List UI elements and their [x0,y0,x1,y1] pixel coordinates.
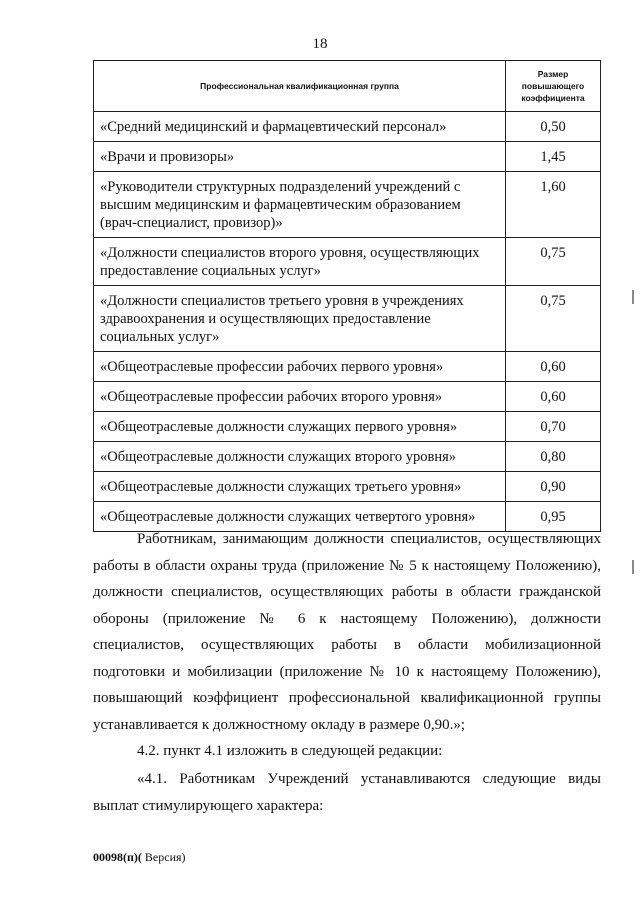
row-group-name: «Должности специалистов второго уровня, осуществляющих предоставление социальных услуг» [94,238,506,286]
row-coefficient: 0,60 [506,382,601,412]
coefficient-table [93,60,601,532]
row-coefficient: 0,95 [506,502,601,532]
scan-edge-mark [632,560,634,574]
header-group: Профессиональная квалификационная группа [94,61,506,112]
row-group-name: «Руководители структурных подразделений учреждений с высшим медицинским и фармацевтическим образованием (врач-специалист, провизор)» [94,172,506,238]
footer-doc-code [93,850,186,865]
row-group-name: «Врачи и провизоры» [94,142,506,172]
row-coefficient: 1,45 [506,142,601,172]
table-row [94,442,601,472]
row-group-name: «Общеотраслевые профессии рабочих второго уровня» [94,382,506,412]
table-row [94,172,601,238]
paragraph-labor-protection: Работникам, занимающим должности специалистов, осуществляющих работы в области охраны труда (приложение № 5 к настоящему Положению), должности специалистов, осуществляющих работы в области гражданской обороны (приложение № 6 к настоящему Положению), должности специалистов, осуществляющих работы в области мобилизационной подготовки и мобилизации (приложение № 10 к настоящему Положению), повышающий коэффициент профессиональной квалификационной группы устанавливается к должностному окладу в размере 0,90.»; [93,531,601,733]
row-group-name: «Общеотраслевые профессии рабочих первого уровня» [94,352,506,382]
table-header-row [94,61,601,112]
scan-edge-mark [632,290,634,304]
row-coefficient: 1,60 [506,172,601,238]
header-coefficient: Размер повышающего коэффициента [506,61,601,112]
footer-version: Версия) [141,850,186,864]
table-row [94,286,601,352]
row-group-name: «Средний медицинский и фармацевтический персонал» [94,112,506,142]
footer-code: 00098(п)( [93,850,142,864]
table-row [94,142,601,172]
row-coefficient: 0,70 [506,412,601,442]
row-group-name: «Должности специалистов третьего уровня в учреждениях здравоохранения и осуществляющих предоставление социальных услуг» [94,286,506,352]
table-row [94,382,601,412]
table-row [94,472,601,502]
table-row [94,112,601,142]
table-row [94,352,601,382]
row-coefficient: 0,50 [506,112,601,142]
row-group-name: «Общеотраслевые должности служащих первого уровня» [94,412,506,442]
paragraph-item-4-2: 4.2. пункт 4.1 изложить в следующей редакции: [137,743,443,759]
row-group-name: «Общеотраслевые должности служащих четвертого уровня» [94,502,506,532]
table-row [94,412,601,442]
row-group-name: «Общеотраслевые должности служащих второго уровня» [94,442,506,472]
table-row [94,238,601,286]
row-coefficient: 0,60 [506,352,601,382]
row-coefficient: 0,75 [506,286,601,352]
paragraph-item-4-1: «4.1. Работникам Учреждений устанавливаются следующие виды выплат стимулирующего характера: [93,771,601,814]
row-coefficient: 0,80 [506,442,601,472]
page-number: 18 [312,36,328,52]
row-group-name: «Общеотраслевые должности служащих третьего уровня» [94,472,506,502]
row-coefficient: 0,75 [506,238,601,286]
row-coefficient: 0,90 [506,472,601,502]
